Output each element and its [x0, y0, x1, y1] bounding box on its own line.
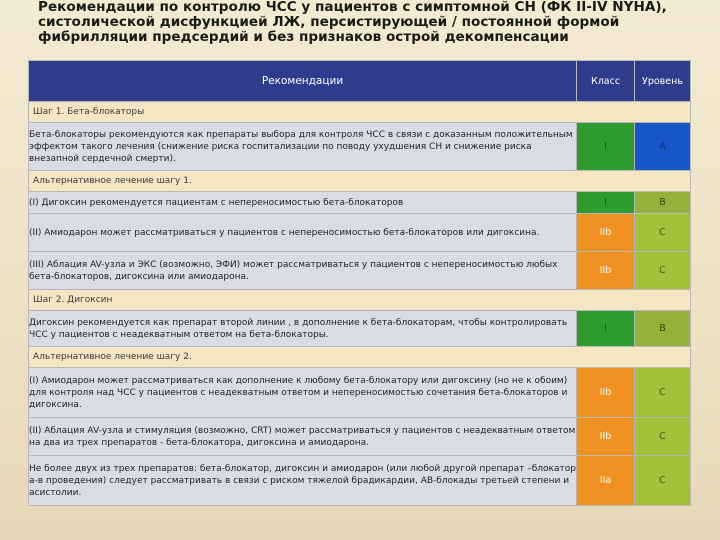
- row-text: (II) Амиодарон может рассматриваться у пациентов с непереносимостью бета-блокаторов или дигоксина.: [29, 214, 577, 252]
- level-badge: A: [635, 123, 691, 171]
- row-text: (II) Аблация AV-узла и стимуляция (возможно, CRT) может рассматриваться у пациентов с неадекватным ответом на два из трех препаратов - бета-блокатора, дигоксина и амиодарона.: [29, 418, 577, 456]
- section-alt2: Альтернативное лечение шагу 2.: [29, 347, 691, 368]
- class-badge: IIb: [577, 368, 635, 418]
- level-badge: B: [635, 192, 691, 214]
- level-badge: C: [635, 456, 691, 506]
- class-badge: I: [577, 192, 635, 214]
- table-row: [29, 192, 691, 214]
- header-class: Класс: [577, 61, 635, 102]
- row-text: (I) Амиодарон может рассматриваться как дополнение к любому бета-блокатору или дигоксину (но не к обоим) для контроля над ЧСС у пациентов с неадекватным ответом и непереносимостью сочетания бета-блокаторов и дигоксина.: [29, 368, 577, 418]
- class-badge: IIb: [577, 252, 635, 290]
- level-badge: C: [635, 418, 691, 456]
- section-row: [29, 171, 691, 192]
- row-text: (III) Аблация AV-узла и ЭКС (возможно, ЭФИ) может рассматриваться у пациентов с непереносимостью любых бета-блокаторов, дигоксина или амиодарона.: [29, 252, 577, 290]
- level-badge: C: [635, 252, 691, 290]
- row-text: Бета-блокаторы рекомендуются как препараты выбора для контроля ЧСС в связи с доказанным положительным эффектом такого лечения (снижение риска госпитализации по поводу ухудшения СН и снижение риска внезапной сердечной смерти).: [29, 123, 577, 171]
- table-row: [29, 456, 691, 506]
- header-recommendations: Рекомендации: [29, 61, 577, 102]
- row-text: Не более двух из трех препаратов: бета-блокатор, дигоксин и амиодарон (или любой другой препарат –блокатор а-в проведения) следует рассматривать в связи с риском тяжелой брадикардии, АВ-блокады третьей степени и асистолии.: [29, 456, 577, 506]
- table-row: [29, 368, 691, 418]
- class-badge: I: [577, 123, 635, 171]
- level-badge: C: [635, 214, 691, 252]
- table-row: [29, 252, 691, 290]
- section-row: [29, 290, 691, 311]
- section-step2: Шаг 2. Дигоксин: [29, 290, 691, 311]
- slide-title: Рекомендации по контролю ЧСС у пациентов с симптомной СН (ФК II-IV NYHA), систолической дисфункцией ЛЖ, персистирующей / постоянной формой фибрилляции предсердий и без признаков острой декомпенсации: [38, 0, 667, 45]
- level-badge: B: [635, 311, 691, 347]
- class-badge: I: [577, 311, 635, 347]
- section-row: [29, 347, 691, 368]
- class-badge: IIa: [577, 456, 635, 506]
- class-badge: IIb: [577, 418, 635, 456]
- table-row: [29, 311, 691, 347]
- table-row: [29, 214, 691, 252]
- level-badge: C: [635, 368, 691, 418]
- row-text: Дигоксин рекомендуется как препарат второй линии , в дополнение к бета-блокаторам, чтобы контролировать ЧСС у пациентов с неадекватным ответом на бета-блокаторы.: [29, 311, 577, 347]
- table-header-row: [29, 61, 691, 102]
- header-level: Уровень: [635, 61, 691, 102]
- class-badge: IIb: [577, 214, 635, 252]
- table-row: [29, 418, 691, 456]
- section-row: [29, 102, 691, 123]
- table-row: [29, 123, 691, 171]
- section-alt1: Альтернативное лечение шагу 1.: [29, 171, 691, 192]
- row-text: (I) Дигоксин рекомендуется пациентам с непереносимостью бета-блокаторов: [29, 192, 577, 214]
- section-step1: Шаг 1. Бета-блокаторы: [29, 102, 691, 123]
- recommendations-table: [28, 60, 691, 506]
